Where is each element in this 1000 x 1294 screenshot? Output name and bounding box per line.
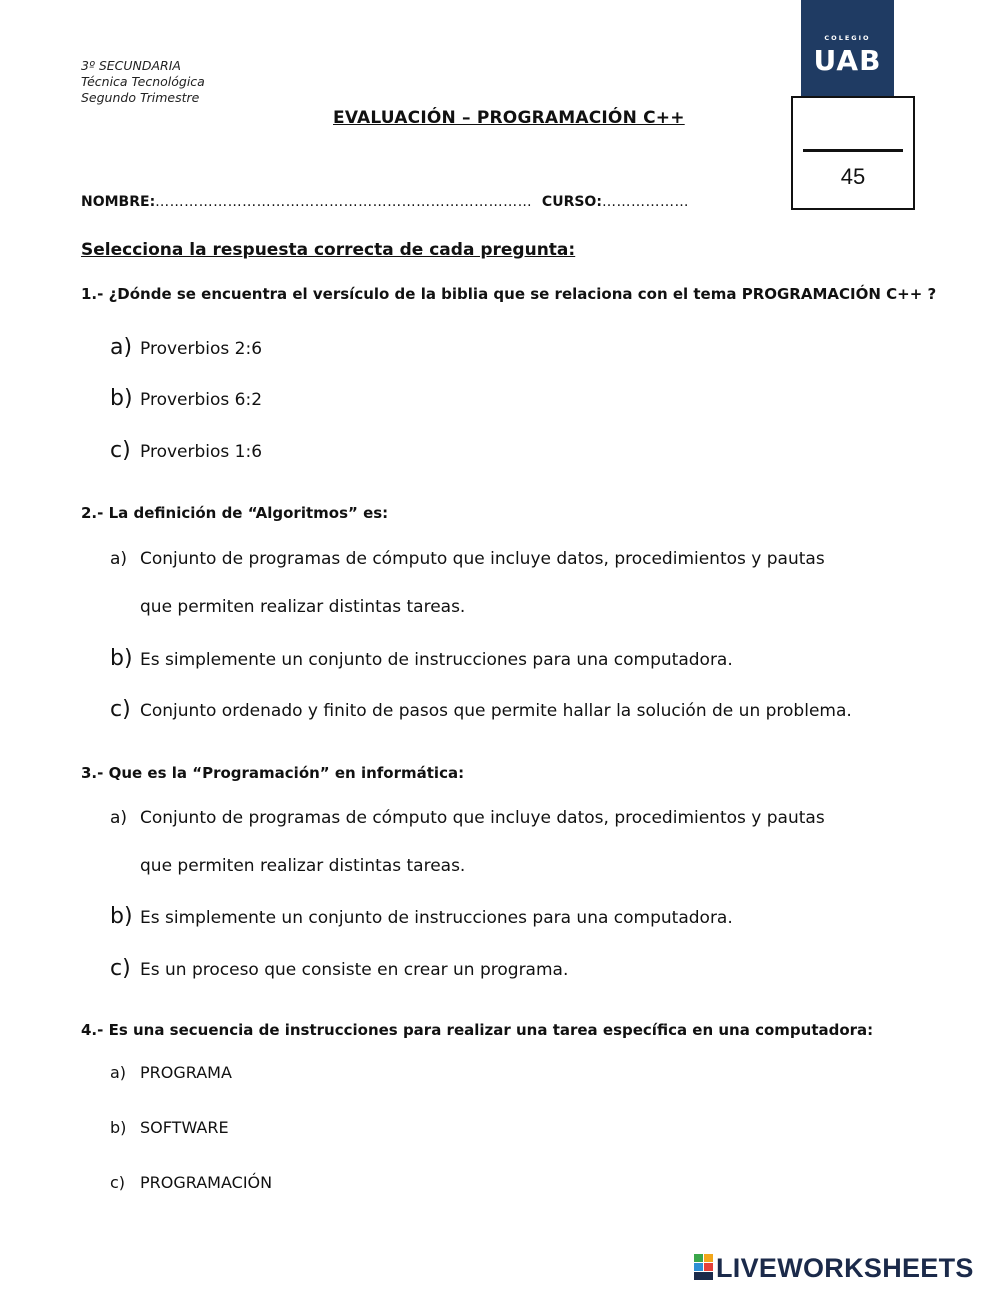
q2-option-c[interactable]	[110, 686, 942, 735]
option-text: PROGRAMACIÓN	[140, 1173, 273, 1192]
q2-option-a[interactable]	[110, 535, 942, 631]
page-title: EVALUACIÓN – PROGRAMACIÓN C++	[333, 108, 685, 128]
logo-big-text: UAB	[813, 44, 882, 77]
option-text: Conjunto ordenado y finito de pasos que permite hallar la solución de un problema.	[140, 701, 852, 721]
option-letter: c)	[110, 956, 131, 981]
course-field[interactable]: ………………	[601, 194, 689, 210]
header-meta	[81, 58, 205, 106]
option-text: Proverbios 1:6	[140, 442, 263, 462]
option-line-1	[110, 794, 942, 842]
logo-small-text: COLEGIO	[824, 34, 871, 42]
grade-label: 3º SECUNDARIA	[81, 58, 181, 73]
option-letter: b)	[110, 386, 133, 411]
score-value: 45	[840, 164, 866, 189]
term-label: Segundo Trimestre	[81, 90, 200, 105]
option-letter: c)	[110, 697, 131, 722]
option-letter: c)	[110, 438, 131, 463]
instructions: Selecciona la respuesta correcta de cada pregunta:	[81, 240, 576, 260]
student-info-row	[81, 194, 689, 210]
q1-option-a[interactable]	[110, 324, 942, 373]
q1-option-c[interactable]	[110, 427, 942, 476]
question-3: 3.- Que es la “Programación” en informática:	[81, 764, 465, 782]
option-text: Es un proceso que consiste en crear un programa.	[140, 960, 569, 980]
q4-option-a[interactable]	[110, 1049, 942, 1097]
option-text-line2: que permiten realizar distintas tareas.	[140, 856, 466, 876]
option-letter: b)	[110, 1118, 127, 1137]
q3-option-a[interactable]	[110, 794, 942, 890]
q3-option-c[interactable]	[110, 945, 942, 994]
option-letter: b)	[110, 904, 133, 929]
name-label: NOMBRE:	[81, 194, 156, 210]
option-letter: b)	[110, 646, 133, 671]
option-text: Es simplemente un conjunto de instrucciones para una computadora.	[140, 650, 733, 670]
score-divider	[803, 149, 903, 152]
option-text-line2: que permiten realizar distintas tareas.	[140, 597, 466, 617]
q3-option-b[interactable]	[110, 893, 942, 942]
option-letter: a)	[110, 335, 133, 360]
school-logo	[801, 0, 894, 96]
option-text: PROGRAMA	[140, 1063, 232, 1082]
q4-option-b[interactable]	[110, 1104, 942, 1152]
option-letter: a)	[110, 808, 128, 828]
question-1: 1.- ¿Dónde se encuentra el versículo de la biblia que se relaciona con el tema PROGRAMACIÓN C++ ?	[81, 285, 937, 303]
q1-option-b[interactable]	[110, 375, 942, 424]
option-text: Es simplemente un conjunto de instrucciones para una computadora.	[140, 908, 733, 928]
q2-option-b[interactable]	[110, 635, 942, 684]
liveworksheets-brand[interactable]	[694, 1253, 974, 1284]
option-line-1	[110, 535, 942, 583]
q4-option-c[interactable]	[110, 1159, 942, 1207]
question-2: 2.- La definición de “Algoritmos” es:	[81, 504, 389, 522]
name-field[interactable]: ……………………………………………………………………	[155, 194, 533, 210]
brand-text: LIVEWORKSHEETS	[716, 1253, 974, 1283]
score-box	[791, 96, 915, 210]
option-text-line1: Conjunto de programas de cómputo que incluye datos, procedimientos y pautas	[140, 549, 825, 569]
question-4: 4.- Es una secuencia de instrucciones para realizar una tarea específica en una computadora:	[81, 1021, 874, 1039]
option-text: SOFTWARE	[140, 1118, 229, 1137]
option-letter: a)	[110, 1063, 127, 1082]
track-label: Técnica Tecnológica	[81, 74, 205, 89]
liveworksheets-logo-icon	[694, 1254, 714, 1280]
option-text-line1: Conjunto de programas de cómputo que incluye datos, procedimientos y pautas	[140, 808, 825, 828]
option-letter: c)	[110, 1173, 126, 1192]
option-letter: a)	[110, 549, 128, 569]
option-text: Proverbios 2:6	[140, 339, 263, 359]
option-text: Proverbios 6:2	[140, 390, 263, 410]
course-label: CURSO:	[541, 194, 602, 210]
